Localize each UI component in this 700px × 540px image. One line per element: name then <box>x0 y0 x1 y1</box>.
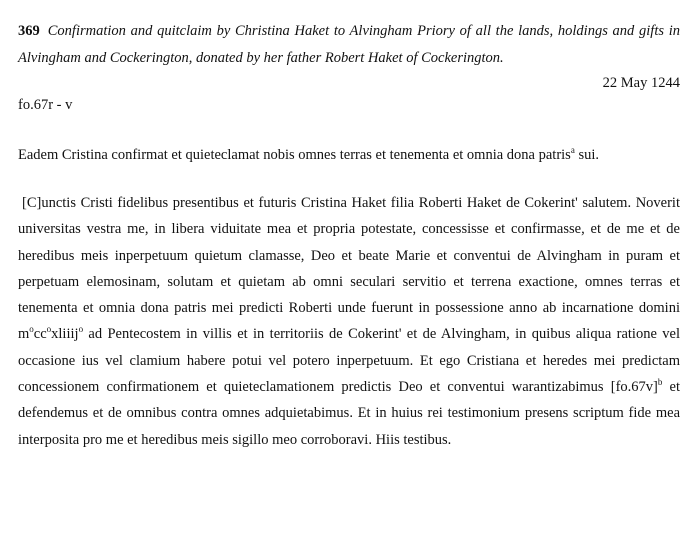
superscript-o-1: o <box>29 324 34 335</box>
charter-part-3: xliiij <box>51 326 79 343</box>
footnote-marker-b: b <box>657 377 663 388</box>
superscript-o-3: o <box>78 324 84 335</box>
summary-end: sui. <box>574 147 599 163</box>
footnote-marker-a: a <box>570 145 575 156</box>
folio-reference: fo.67r - v <box>18 97 73 113</box>
latin-summary <box>18 144 680 166</box>
summary-text: Eadem Cristina confirmat et quieteclamat nobis omnes terras et tenementa et omnia dona patris <box>18 147 571 163</box>
charter-part-5: et defendemus et de omnibus contra omnes adquietabimus. Et in huius rei testimonium presens scriptum fide mea interposita pro me et heredibus meis sigillo meo corroboravi. Hiis testibus. <box>18 379 680 448</box>
document-number: 369 <box>18 23 40 39</box>
charter-text <box>18 190 680 453</box>
document-date: 22 May 1244 <box>602 75 680 91</box>
document-title: Confirmation and quitclaim by Christina Haket to Alvingham Priory of all the lands, holdings and gifts in Alvingham and Cockerington, donated by her father Robert Haket of Cockerington. <box>18 23 680 66</box>
document-heading <box>18 18 680 72</box>
superscript-o-2: o <box>46 324 52 335</box>
charter-part-4: ad Pentecostem in villis et in territoriis de Cokerint' et de Alvingham, in quibus aliqua ratione vel occasione ius vel clamium habere potui vel potero inperpetuum. Et ego Cristiana et heredes mei predictam concessionem confirmationem et quieteclamationem predictis Deo et conventui warantizabimus [fo.67v] <box>18 326 680 396</box>
charter-part-1: [C]unctis Cristi fidelibus presentibus et futuris Cristina Haket filia Roberti Haket de Cokerint' salutem. Noverit universitas vestra me, in libera viduitate mea et propria potestate, concessisse et confirmasse, et de me et de heredibus meis inperpetuum quietum clamasse, Deo et beate Marie et conventui de Alvingham in puram et perpetuam elemosinam, solutam et quietam ab omni seculari servitio et terrena exactione, omnes terras et tenementa et omnia dona patris mei predicti Roberti unde fuerunt in possessione anno ab incarnatione domini m <box>18 195 680 343</box>
charter-part-2: cc <box>33 326 47 343</box>
